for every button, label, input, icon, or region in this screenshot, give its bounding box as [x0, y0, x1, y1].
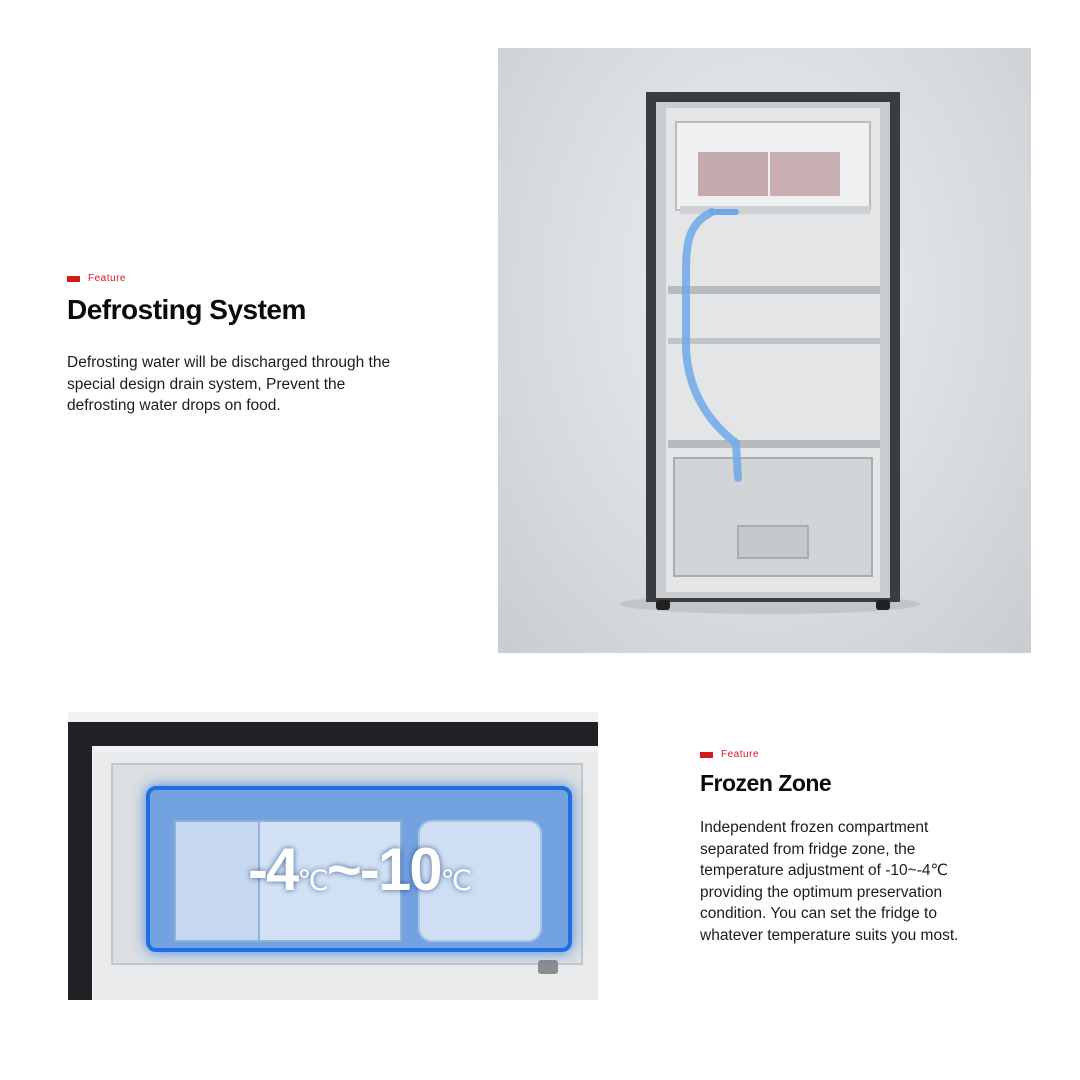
- temperature-range-label: [248, 835, 470, 904]
- temp-unit-1: ℃: [297, 864, 327, 896]
- frozen-zone-image: [68, 712, 598, 1000]
- tag-marker: [67, 276, 80, 282]
- fridge-defrost-image: [498, 48, 1031, 653]
- temp-low: -10: [359, 835, 441, 903]
- section-description: Independent frozen compartment separated from fridge zone, the temperature adjustment of -10~-4℃ providing the optimum preservation condition. You can set the fridge to whatever temperature suits you most.: [700, 819, 959, 944]
- temp-high: -4: [247, 835, 298, 903]
- feature-tag: [700, 749, 1000, 760]
- section-description: Defrosting water will be discharged through the special design drain system, Prevent the defrosting water drops on food.: [67, 354, 391, 414]
- temp-unit-2: ℃: [440, 864, 471, 896]
- temperature-overlay: [146, 786, 572, 952]
- fridge-illustration: [498, 48, 1031, 653]
- feature-tag-label: Feature: [88, 273, 126, 284]
- section-title: Frozen Zone: [700, 770, 832, 796]
- feature-tag: [67, 273, 407, 284]
- defrosting-text-block: [67, 273, 407, 417]
- section-title: Defrosting System: [67, 294, 306, 325]
- temp-separator: ~: [326, 835, 360, 903]
- frozen-zone-text-block: [700, 749, 1000, 946]
- tag-marker: [700, 752, 713, 758]
- feature-tag-label: Feature: [721, 749, 759, 760]
